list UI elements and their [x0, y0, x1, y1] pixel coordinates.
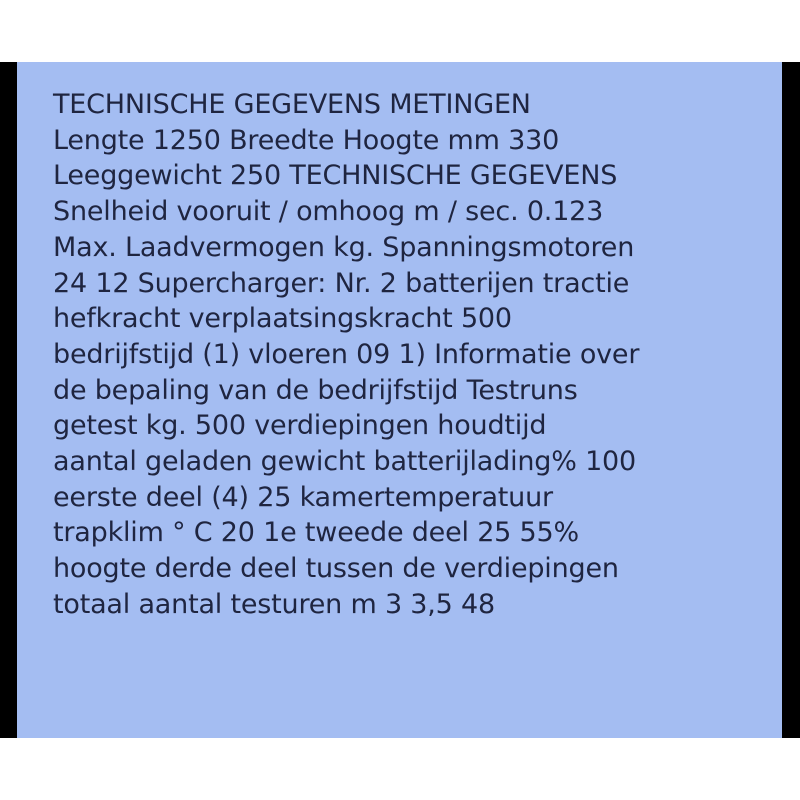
text-line-5: Max. Laadvermogen kg. Spanningsmotoren	[53, 231, 635, 263]
text-line-15: totaal aantal testuren m 3 3,5 48	[53, 588, 495, 620]
dark-frame	[0, 62, 800, 738]
text-line-6: 24 12 Supercharger: Nr. 2 batterijen tractie	[53, 267, 630, 299]
text-line-9: de bepaling van de bedrijfstijd Testruns	[53, 374, 578, 406]
text-line-14: hoogte derde deel tussen de verdiepingen	[53, 553, 619, 585]
text-line-10: getest kg. 500 verdiepingen houdtijd	[53, 410, 547, 442]
text-line-13: trapklim ° C 20 1e tweede deel 25 55%	[53, 517, 579, 549]
text-line-2: Lengte 1250 Breedte Hoogte mm 330	[53, 124, 560, 156]
text-line-7: hefkracht verplaatsingskracht 500	[53, 303, 512, 335]
text-line-4: Snelheid vooruit / omhoog m / sec. 0.123	[53, 196, 604, 228]
text-line-1: TECHNISCHE GEGEVENS METINGEN	[53, 89, 531, 120]
text-line-8: bedrijfstijd (1) vloeren 09 1) Informatie over	[53, 338, 640, 370]
text-line-11: aantal geladen gewicht batterijlading% 100	[53, 446, 637, 478]
text-line-3: Leeggewicht 250 TECHNISCHE GEGEVENS	[53, 160, 618, 192]
text-line-12: eerste deel (4) 25 kamertemperatuur	[53, 481, 553, 513]
text-block	[53, 87, 639, 623]
text-panel	[17, 62, 782, 738]
